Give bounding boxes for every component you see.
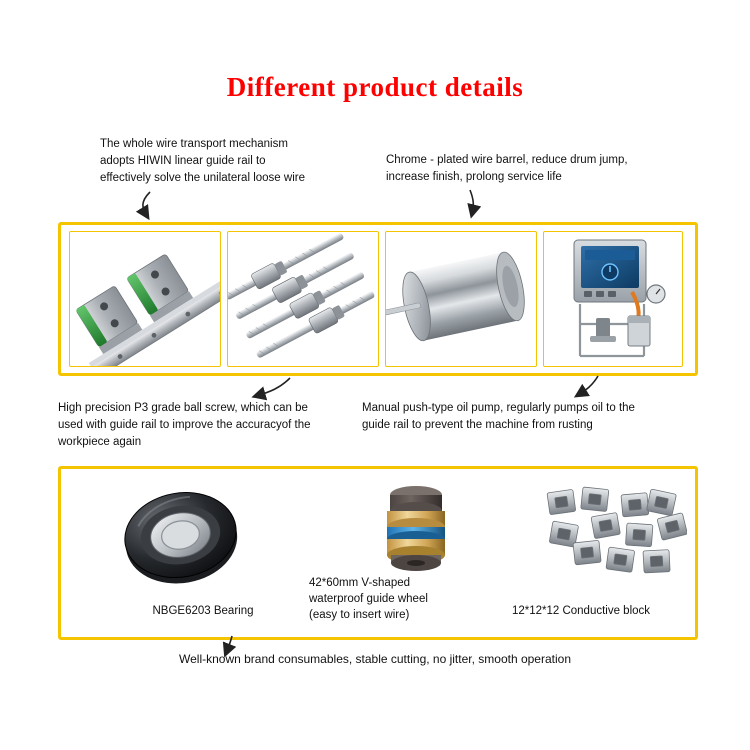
page-title: Different product details	[226, 72, 524, 102]
caption-bearing: NBGE6203 Bearing	[152, 605, 254, 617]
linear-guide-rail-illustration	[70, 232, 220, 366]
cell-chrome-wire-barrel	[385, 231, 537, 367]
guide-wheel-illustration	[361, 479, 471, 577]
panel-bottom	[58, 466, 698, 640]
conductive-block-illustration	[539, 485, 687, 585]
ball-screw-illustration	[228, 232, 378, 366]
footer-note: Well-known brand consumables, stable cutting, no jitter, smooth operation	[179, 652, 571, 666]
arrow-bottom-right	[578, 376, 598, 395]
callout-top-left: The whole wire transport mechanism adopts HIWIN linear guide rail to effectively solve the unilateral loose wire	[100, 138, 305, 184]
callout-bottom-left: High precision P3 grade ball screw, which can be used with guide rail to improve the accuracyof the workpiece again	[58, 402, 311, 448]
arrow-top-right	[470, 190, 473, 214]
callout-bottom-right: Manual push-type oil pump, regularly pumps oil to the guide rail to prevent the machine from rusting	[362, 402, 635, 431]
cell-oil-pump-controller	[543, 231, 683, 367]
arrow-bottom-left	[256, 378, 290, 396]
cell-ball-screw	[227, 231, 379, 367]
cell-linear-guide-rail	[69, 231, 221, 367]
oil-pump-controller-illustration	[544, 232, 682, 366]
panel-top	[58, 222, 698, 376]
bearing-illustration	[101, 483, 261, 593]
chrome-wire-barrel-illustration	[386, 232, 536, 366]
arrow-top-left	[143, 192, 150, 216]
callout-top-right: Chrome - plated wire barrel, reduce drum jump, increase finish, prolong service life	[386, 154, 628, 183]
caption-guide-wheel: 42*60mm V-shaped waterproof guide wheel (easy to insert wire)	[309, 577, 428, 621]
caption-conductive-block: 12*12*12 Conductive block	[511, 605, 651, 617]
